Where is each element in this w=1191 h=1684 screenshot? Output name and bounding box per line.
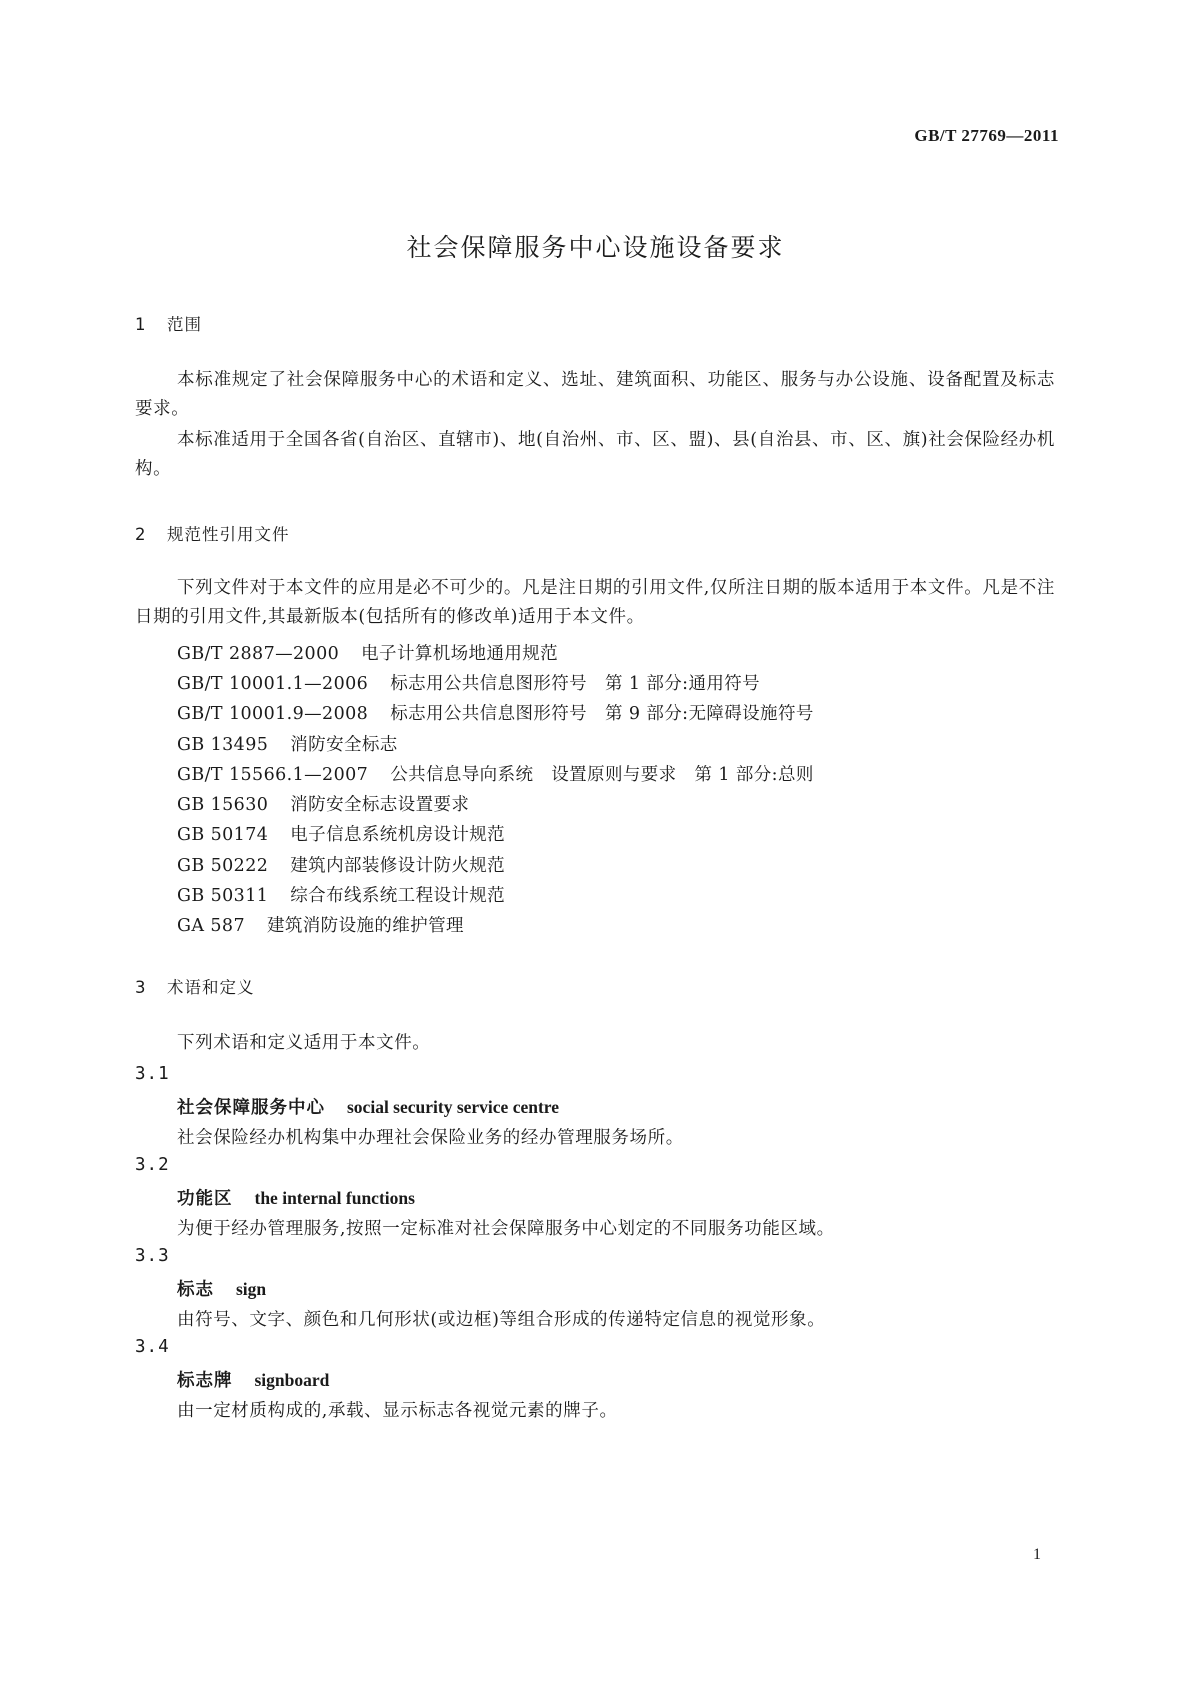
standard-number: GB/T 27769—2011 bbox=[914, 126, 1059, 145]
paragraph: 下列术语和定义适用于本文件。 bbox=[177, 1033, 431, 1053]
reference-code: GB 50222 bbox=[177, 856, 269, 876]
reference-code: GB 50174 bbox=[177, 825, 269, 845]
reference-item bbox=[177, 882, 505, 907]
term-entry bbox=[177, 1276, 266, 1301]
reference-code: GB/T 15566.1—2007 bbox=[177, 765, 369, 785]
paragraph: 本标准规定了社会保障服务中心的术语和定义、选址、建筑面积、功能区、服务与办公设施、设备配置及标志要求。 bbox=[135, 370, 1055, 419]
term-en: the internal functions bbox=[254, 1188, 415, 1208]
reference-title: 标志用公共信息图形符号 第 1 部分:通用符号 bbox=[390, 674, 761, 694]
reference-code: GB 13495 bbox=[177, 735, 269, 755]
reference-code: GB/T 10001.9—2008 bbox=[177, 704, 369, 724]
section-heading-scope bbox=[135, 311, 202, 335]
page-number: 1 bbox=[1033, 1546, 1041, 1563]
reference-title: 电子信息系统机房设计规范 bbox=[290, 825, 506, 845]
reference-code: GA 587 bbox=[177, 916, 245, 936]
paragraph: 下列文件对于本文件的应用是必不可少的。凡是注日期的引用文件,仅所注日期的版本适用于本文件。凡是不注日期的引用文件,其最新版本(包括所有的修改单)适用于本文件。 bbox=[135, 578, 1055, 627]
term-number: 3.1 bbox=[135, 1064, 170, 1084]
section-heading-terms-definitions bbox=[135, 974, 255, 998]
term-number: 3.2 bbox=[135, 1155, 170, 1175]
term-zh: 标志牌 bbox=[177, 1371, 233, 1391]
term-definition: 社会保险经办机构集中办理社会保险业务的经办管理服务场所。 bbox=[177, 1128, 684, 1148]
section-number: 3 bbox=[135, 978, 147, 997]
reference-code: GB/T 2887—2000 bbox=[177, 644, 340, 664]
reference-title: 公共信息导向系统 设置原则与要求 第 1 部分:总则 bbox=[390, 765, 814, 785]
reference-title: 建筑内部装修设计防火规范 bbox=[290, 856, 506, 876]
term-en: sign bbox=[236, 1279, 267, 1299]
section-number: 2 bbox=[135, 525, 147, 544]
term-definition: 为便于经办管理服务,按照一定标准对社会保障服务中心划定的不同服务功能区域。 bbox=[177, 1219, 835, 1239]
reference-title: 消防安全标志设置要求 bbox=[290, 795, 470, 815]
term-definition: 由一定材质构成的,承载、显示标志各视觉元素的牌子。 bbox=[177, 1401, 618, 1421]
term-definition: 由符号、文字、颜色和几何形状(或边框)等组合形成的传递特定信息的视觉形象。 bbox=[177, 1310, 826, 1330]
section-title: 规范性引用文件 bbox=[167, 525, 290, 544]
document-title: 社会保障服务中心设施设备要求 bbox=[406, 233, 785, 262]
reference-item bbox=[177, 731, 398, 756]
term-en: social security service centre bbox=[347, 1097, 560, 1117]
term-number: 3.3 bbox=[135, 1246, 170, 1266]
reference-title: 电子计算机场地通用规范 bbox=[361, 644, 559, 664]
reference-code: GB 15630 bbox=[177, 795, 269, 815]
reference-item bbox=[177, 821, 505, 846]
reference-item bbox=[177, 700, 814, 725]
reference-title: 综合布线系统工程设计规范 bbox=[290, 886, 506, 906]
reference-item bbox=[177, 852, 505, 877]
reference-item bbox=[177, 761, 814, 786]
reference-code: GB/T 10001.1—2006 bbox=[177, 674, 369, 694]
term-zh: 社会保障服务中心 bbox=[177, 1098, 325, 1118]
reference-title: 消防安全标志 bbox=[290, 735, 398, 755]
term-number: 3.4 bbox=[135, 1337, 170, 1357]
term-zh: 功能区 bbox=[177, 1189, 233, 1209]
reference-item bbox=[177, 912, 464, 937]
section-title: 术语和定义 bbox=[167, 978, 255, 997]
paragraph: 本标准适用于全国各省(自治区、直辖市)、地(自治州、市、区、盟)、县(自治县、市、区、旗)社会保险经办机构。 bbox=[135, 430, 1055, 479]
reference-item bbox=[177, 791, 469, 816]
term-en: signboard bbox=[254, 1370, 330, 1390]
reference-item bbox=[177, 640, 558, 665]
section-heading-normative-references bbox=[135, 521, 290, 545]
section-number: 1 bbox=[135, 315, 147, 334]
reference-code: GB 50311 bbox=[177, 886, 269, 906]
reference-title: 建筑消防设施的维护管理 bbox=[266, 916, 464, 936]
term-entry bbox=[177, 1094, 559, 1119]
section-title: 范围 bbox=[167, 315, 202, 334]
reference-title: 标志用公共信息图形符号 第 9 部分:无障碍设施符号 bbox=[390, 704, 814, 724]
term-entry bbox=[177, 1185, 415, 1210]
term-zh: 标志 bbox=[177, 1280, 214, 1300]
reference-item bbox=[177, 670, 760, 695]
term-entry bbox=[177, 1367, 329, 1392]
